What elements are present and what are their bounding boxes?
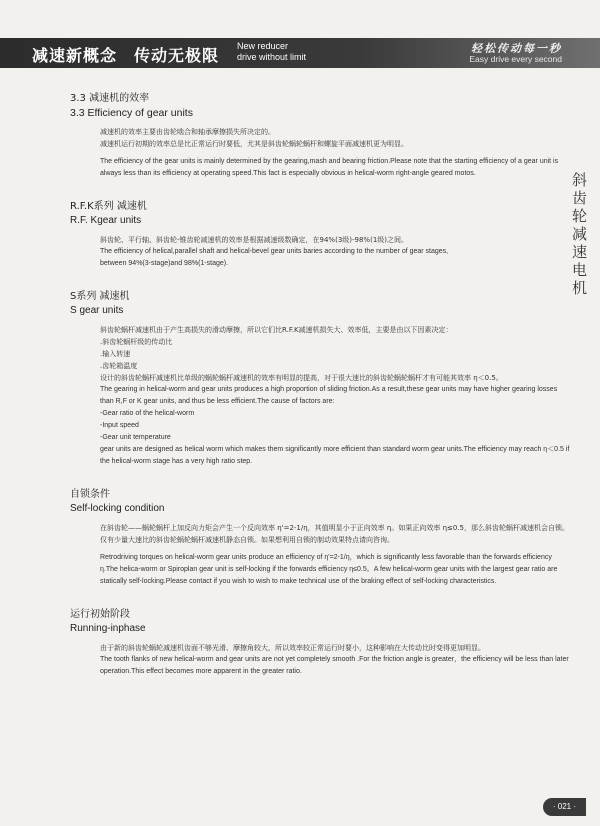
paragraph-en: between 94%(3-stage)and 98%(1-stage).: [100, 260, 229, 267]
section-heading-cn: 3.3 减速机的效率: [70, 93, 150, 104]
paragraph-cn: 减速机运行初期的效率总是比正常运行时要低，尤其是斜齿轮蜗轮蜗杆和螺旋平面减速机更为明显。: [100, 140, 408, 148]
section-heading-cn: S系列 减速机: [70, 291, 130, 302]
list-item: .齿轮箱温度: [100, 362, 138, 370]
paragraph-en: The tooth flanks of new helical-worm and gear units are not yet completely smooth .For the friction angle is greater，the efficiency will be less than later operation.This effect becomes more apparent in the greater ratio.: [100, 656, 569, 675]
section-heading-en: Running-inphase: [70, 623, 146, 634]
paragraph-en: gear units are designed as helical worm which makes them significantly more efficient than standard worm gear units.The efficiency may reach η＜0.5 if the helical-worm stage has a very high ratio step.: [100, 446, 570, 465]
list-item: -Gear ratio of the helical-worm: [100, 410, 195, 417]
list-item: -Gear unit temperature: [100, 434, 171, 441]
header-banner: [0, 38, 600, 68]
section-body: [100, 522, 570, 588]
header-slogan-cn: 轻松传动每一秒: [471, 42, 562, 55]
section-body: [100, 642, 570, 678]
section-self-locking: [70, 488, 569, 588]
list-item: .斜齿轮蜗杆级的传动比: [100, 338, 173, 346]
header-title-en-line1: New reducer: [237, 41, 289, 51]
paragraph-en: The efficiency of helical,parallel shaft and helical-bevel gear units baries according to the number of gear stages,: [100, 248, 449, 255]
paragraph-cn: 斜齿轮蜗杆减速机由于产生高损失的滑动摩擦，所以它们比R.F.K减速机损失大、效率低，主要是由以下因素决定：: [100, 326, 453, 334]
paragraph-cn: 减速机的效率主要由齿轮啮合和轴承摩擦损失所决定的。: [100, 128, 275, 136]
paragraph-cn: 设计的斜齿轮蜗杆减速机比单级的蜗轮蜗杆减速机的效率有明显的提高，对于很大速比的斜齿轮蜗轮蜗杆才有可能其效率 η＜0.5。: [100, 374, 503, 382]
section-heading-en: Self-locking condition: [70, 503, 165, 514]
section-rfk: [70, 200, 558, 270]
section-body: [100, 234, 570, 270]
section-heading-cn: 自锁条件: [70, 489, 110, 500]
section-body: [100, 324, 570, 468]
list-item: .输入转速: [100, 350, 131, 358]
paragraph-cn: 斜齿轮、平行轴、斜齿轮-锥齿轮减速机的效率是根据减速级数确定，在94%(3级)-98%(1级)之间。: [100, 236, 408, 244]
main-content: [70, 92, 570, 698]
list-item: -Input speed: [100, 422, 139, 429]
section-running-in: [70, 608, 569, 678]
section-heading-cn: 运行初始阶段: [70, 609, 130, 620]
header-slogan-en: Easy drive every second: [469, 54, 562, 64]
section-s: [70, 290, 570, 468]
section-heading-en: 3.3 Efficiency of gear units: [70, 107, 193, 119]
side-category-label: 斜齿轮减速电机: [570, 172, 588, 298]
paragraph-en: The efficiency of the gear units is mainly determined by the gearing,mash and bearing friction.Please note that the starting efficiency of a gear unit is always less than its efficiency at operating speed.This fact is especially obvious in helical-worm right-angle geared motos.: [100, 158, 559, 177]
section-heading-cn: R.F.K系列 减速机: [70, 201, 147, 212]
section-heading-en: R.F. Kgear units: [70, 215, 142, 226]
header-title-en-line2: drive without limit: [237, 52, 307, 62]
section-heading-en: S gear units: [70, 305, 124, 316]
section-body: [100, 126, 570, 180]
paragraph-en: Retrodriving torques on helical-worm gear units produce an efficiency of η'=2-1/η，which is significantly less favorable than the forwards efficiency η.The helica-worm or Spiroplan gear unit is self-locking if the forwards efficiency η≤0.5。A few helical-worm gear units with the largest gear ratio are statically self-locking.Please contact if you wish to wish to make technical use of the braking effect of self-locking characteristics.: [100, 554, 558, 585]
paragraph-cn: 由于新的斜齿轮蜗轮减速机齿面不够光滑、摩擦角较大，所以效率较正常运行时要小，这种影响在大传动比时变得更加明显。: [100, 644, 485, 652]
section-efficiency: [70, 92, 558, 180]
paragraph-cn: 在斜齿轮——蜗轮蜗杆上加反向力矩会产生一个反向效率 η'=2-1/η，其值明显小于正向效率 η。如果正向效率 η≤0.5，那么斜齿轮蜗杆减速机会自锁。仅有少量大速比的斜齿轮蜗轮蜗杆减速机静态自锁。如果想利用自锁的制动效果特点请向咨询。: [100, 524, 569, 544]
paragraph-en: The gearing in helical-worm and gear units produces a high proportion of sliding friction.As a result,these gear units may have higher gearing losses than R,F or K gear units, and thus be less efficient.The cause of factors are:: [100, 386, 558, 405]
page-number: · 021 ·: [543, 798, 586, 816]
header-title-en: [237, 41, 306, 63]
header-title-cn: 减速新概念 传动无极限: [32, 46, 220, 65]
